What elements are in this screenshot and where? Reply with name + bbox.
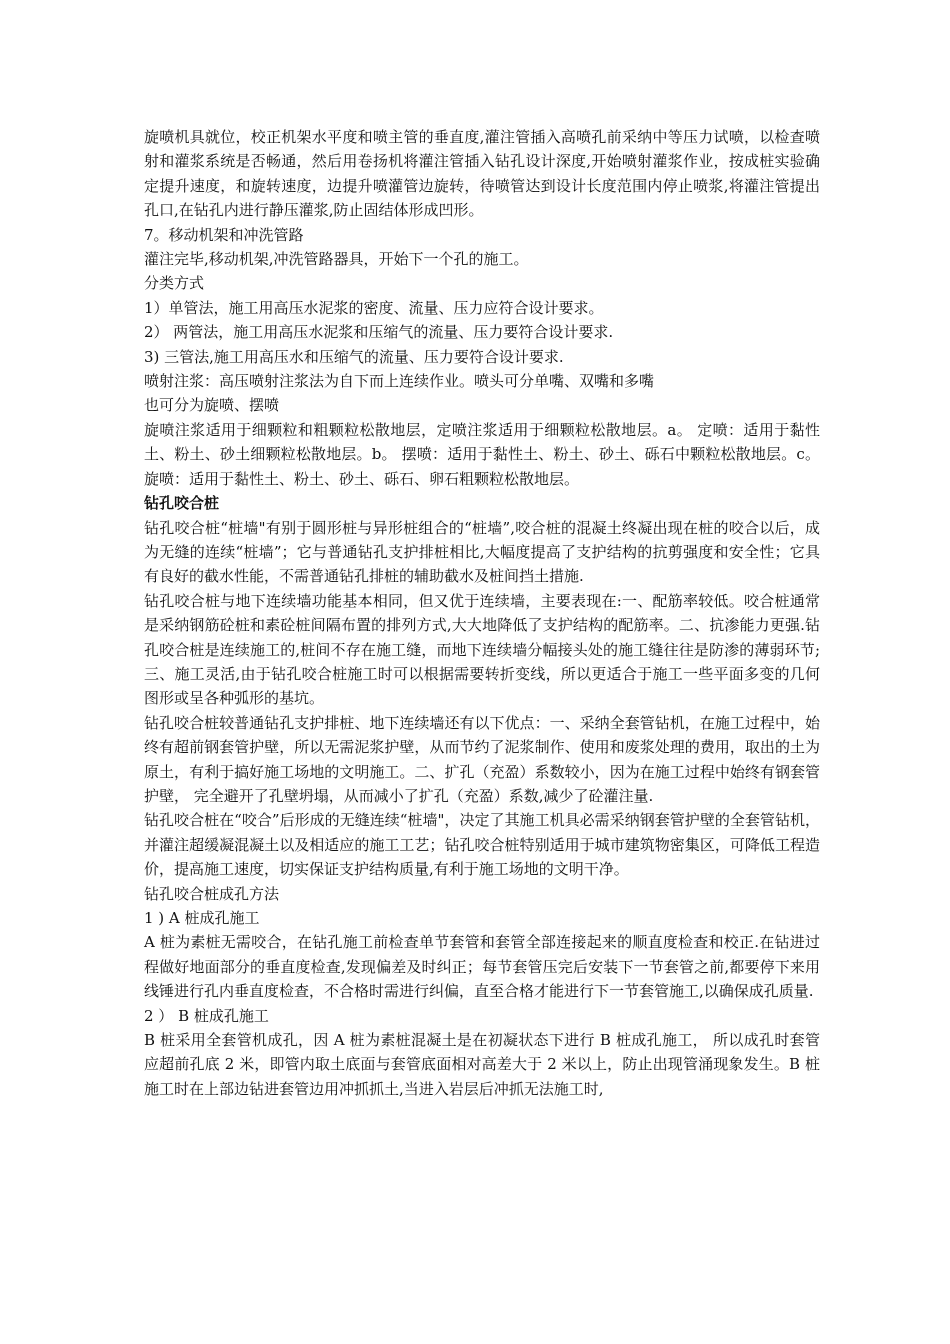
step-7-heading: 7。移动机架和冲洗管路 [144, 225, 304, 244]
paragraph-advantages: 钻孔咬合桩较普通钻孔支护排桩、地下连续墙还有以下优点：一、采纳全套管钻机，在施工过程中，始终有超前钢套管护壁，所以无需泥浆护壁，从而节约了泥浆制作、使用和废浆处理的费用，取出的土为原土，有利于搞好施工场地的文明施工。二、扩孔（充盈）系数较小，因为在施工过程中始终有钢套管护壁， 完全避开了孔壁坍塌，从而减小了扩孔（充盈）系数,减少了砼灌注量. [144, 713, 820, 805]
list-item-double-pipe: 2） 两管法，施工用高压水泥浆和压缩气的流量、压力要符合设计要求. [144, 323, 614, 342]
paragraph-b-pile: B 桩采用全套管机成孔，因 A 桩为素桩混凝土是在初凝状态下进行 B 桩成孔施工， 所以成孔时套管应超前孔底 2 米，即管内取土底面与套管底面相对高差大于 2 米以上，防止出现管涌现象发生。B 桩施工时在上部边钻进套管边用冲抓抓土,当进入岩层后冲抓无法施工时, [144, 1031, 820, 1098]
paragraph-move-rig: 灌注完毕,移动机架,冲洗管路器具，开始下一个孔的施工。 [144, 250, 529, 269]
document-body [144, 125, 820, 1101]
paragraph-soil-applicability: 旋喷注浆适用于细颗粒和粗颗粒松散地层，定喷注浆适用于细颗粒松散地层。a。 定喷：适用于黏性土、粉土、砂土细颗粒松散地层。b。 摆喷：适用于黏性土、粉土、砂土、砾石中颗粒松散地层。c。 旋喷：适用于黏性土、粉土、砂土、砾石、卵石粗颗粒松散地层。 [144, 420, 820, 488]
list-item-single-pipe: 1）单管法，施工用高压水泥浆的密度、流量、压力应符合设计要求。 [144, 298, 604, 317]
paragraph-vs-diaphragm-wall: 钻孔咬合桩与地下连续墙功能基本相同，但又优于连续墙，主要表现在:一、配筋率较低。咬合桩通常是采纳钢筋砼桩和素砼桩间隔布置的排列方式,大大地降低了支护结构的配筋率。二、抗渗能力更强.钻孔咬合桩是连续施工的,桩间不存在施工缝，而地下连续墙分幅接头处的施工缝往往是防渗的薄弱环节;三、施工灵活,由于钻孔咬合桩施工时可以根据需要转折变线，所以更适合于施工一些平面多变的几何图形或呈各种弧形的基坑。 [144, 591, 820, 708]
list-item-triple-pipe: 3) 三管法,施工用高压水和压缩气的流量、压力要符合设计要求. [144, 347, 564, 366]
subheading-b-pile: 2 ） B 桩成孔施工 [144, 1006, 269, 1025]
subheading-boring-method: 钻孔咬合桩成孔方法 [144, 884, 280, 903]
paragraph-secant-pile-wall: 钻孔咬合桩“桩墙"有别于圆形桩与异形桩组合的“桩墙”,咬合桩的混凝土终凝出现在桩的咬合以后，成为无缝的连续“桩墙”；它与普通钻孔支护排桩相比,大幅度提高了支护结构的抗剪强度和安全性；它具有良好的截水性能，不需普通钻孔排桩的辅助截水及桩间挡土措施. [144, 518, 820, 586]
paragraph-jet-grouting-procedure: 旋喷机具就位，校正机架水平度和喷主管的垂直度,灌注管插入高喷孔前采纳中等压力试喷，以检查喷射和灌浆系统是否畅通，然后用卷扬机将灌注管插入钻孔设计深度,开始喷射灌浆作业，按成桩实验确定提升速度，和旋转速度，边提升喷灌管边旋转，待喷管达到设计长度范围内停止喷浆,将灌注管提出孔口,在钻孔内进行静压灌浆,防止固结体形成凹形。 [144, 128, 820, 220]
paragraph-rotary-swing: 也可分为旋喷、摆喷 [144, 396, 280, 415]
paragraph-a-pile: A 桩为素桩无需咬合，在钻孔施工前检查单节套管和套管全部连接起来的顺直度检查和校正.在钻进过程做好地面部分的垂直度检查,发现偏差及时纠正；每节套管压完后安装下一节套管之前,都要停下来用线锤进行孔内垂直度检查，不合格时需进行纠偏，直至合格才能进行下一节套管施工,以确保成孔质量. [144, 933, 820, 1001]
paragraph-equipment: 钻孔咬合桩在“咬合”后形成的无缝连续“桩墙"，决定了其施工机具必需采纳钢套管护壁的全套管钻机，并灌注超缓凝混凝土以及相适应的施工工艺；钻孔咬合桩特别适用于城市建筑物密集区，可降低工程造价，提高施工速度，切实保证支护结构质量,有利于施工场地的文明干净。 [144, 811, 820, 879]
subheading-a-pile: 1 ) A 桩成孔施工 [144, 909, 260, 927]
classification-heading: 分类方式 [144, 274, 205, 293]
section-heading-secant-piles: 钻孔咬合桩 [144, 494, 220, 513]
paragraph-jet-grouting-nozzles: 喷射注浆：高压喷射注浆法为自下而上连续作业。喷头可分单嘴、双嘴和多嘴 [144, 372, 655, 391]
